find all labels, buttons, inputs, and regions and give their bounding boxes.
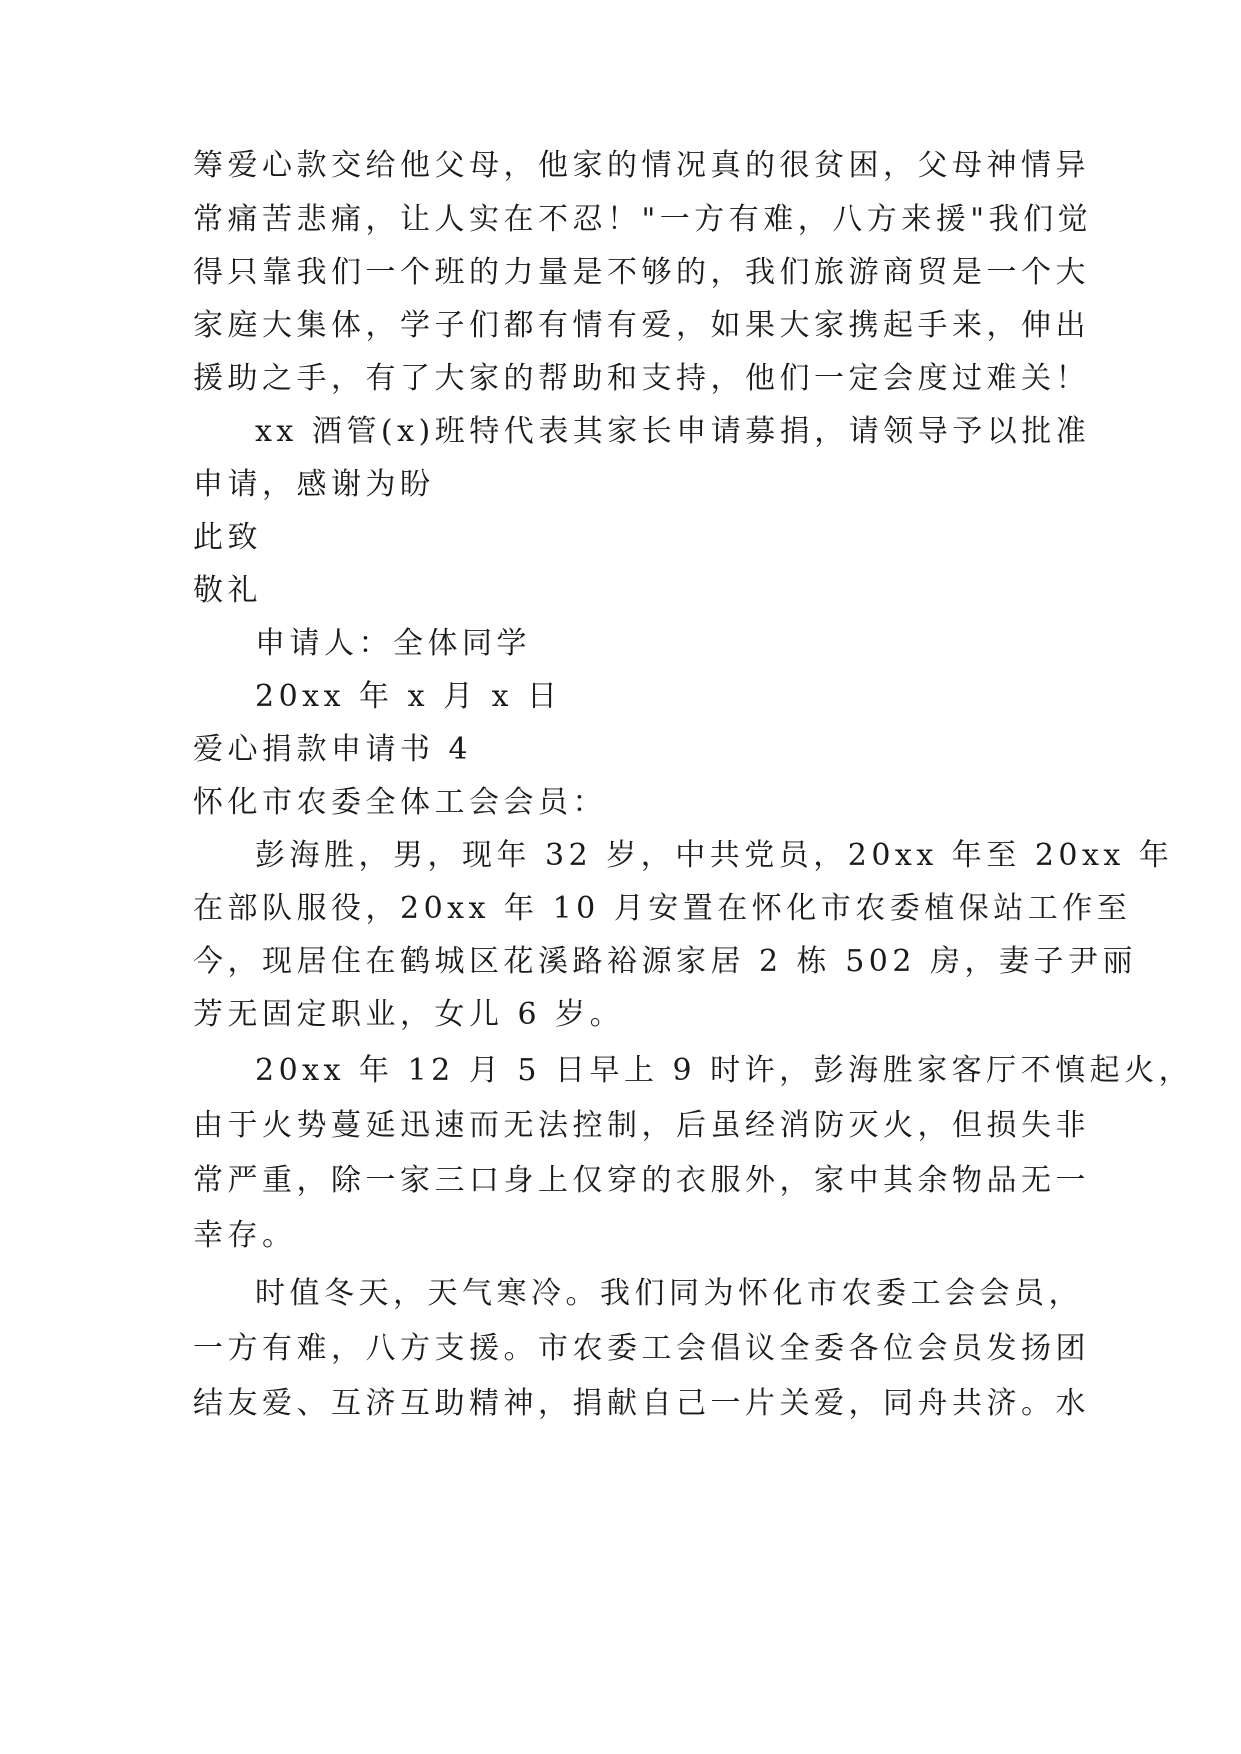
text-line: 今，现居住在鹤城区花溪路裕源家居 2 栋 502 房，妻子尹丽	[193, 944, 1137, 979]
text-line: xx 酒管(x)班特代表其家长申请募捐，请领导予以批准	[255, 414, 1091, 449]
text-line: 筹爱心款交给他父母，他家的情况真的很贫困，父母神情异	[193, 148, 1090, 183]
closing-line: 敬礼	[193, 573, 262, 608]
letter-heading: 爱心捐款申请书 4	[193, 732, 473, 767]
text-line: 常严重，除一家三口身上仅穿的衣服外，家中其余物品无一	[193, 1163, 1090, 1198]
text-line: 申请，感谢为盼	[193, 467, 435, 502]
text-line: 时值冬天，天气寒冷。我们同为怀化市农委工会会员，	[255, 1276, 1083, 1311]
text-line: 在部队服役，20xx 年 10 月安置在怀化市农委植保站工作至	[193, 891, 1132, 926]
text-line: 20xx 年 12 月 5 日早上 9 时许，彭海胜家客厅不慎起火，	[255, 1053, 1194, 1088]
text-line: 一方有难，八方支援。市农委工会倡议全委各位会员发扬团	[193, 1331, 1090, 1366]
text-line: 由于火势蔓延迅速而无法控制，后虽经消防灭火，但损失非	[193, 1108, 1090, 1143]
text-line: 结友爱、互济互助精神，捐献自己一片关爱，同舟共济。水	[193, 1386, 1090, 1421]
text-line: 得只靠我们一个班的力量是不够的，我们旅游商贸是一个大	[193, 255, 1090, 290]
text-line: 常痛苦悲痛，让人实在不忍！"一方有难，八方来援"我们觉	[193, 202, 1093, 237]
salutation: 怀化市农委全体工会会员：	[193, 785, 607, 820]
applicant-line: 申请人：全体同学	[255, 626, 531, 661]
text-line: 援助之手，有了大家的帮助和支持，他们一定会度过难关！	[193, 361, 1090, 396]
text-line: 幸存。	[193, 1218, 297, 1253]
text-line: 家庭大集体，学子们都有情有爱，如果大家携起手来，伸出	[193, 308, 1090, 343]
date-line: 20xx 年 x 月 x 日	[255, 679, 562, 714]
text-line: 芳无固定职业，女儿 6 岁。	[193, 997, 625, 1032]
closing-line: 此致	[193, 520, 262, 555]
text-line: 彭海胜，男，现年 32 岁，中共党员，20xx 年至 20xx 年	[255, 838, 1174, 873]
